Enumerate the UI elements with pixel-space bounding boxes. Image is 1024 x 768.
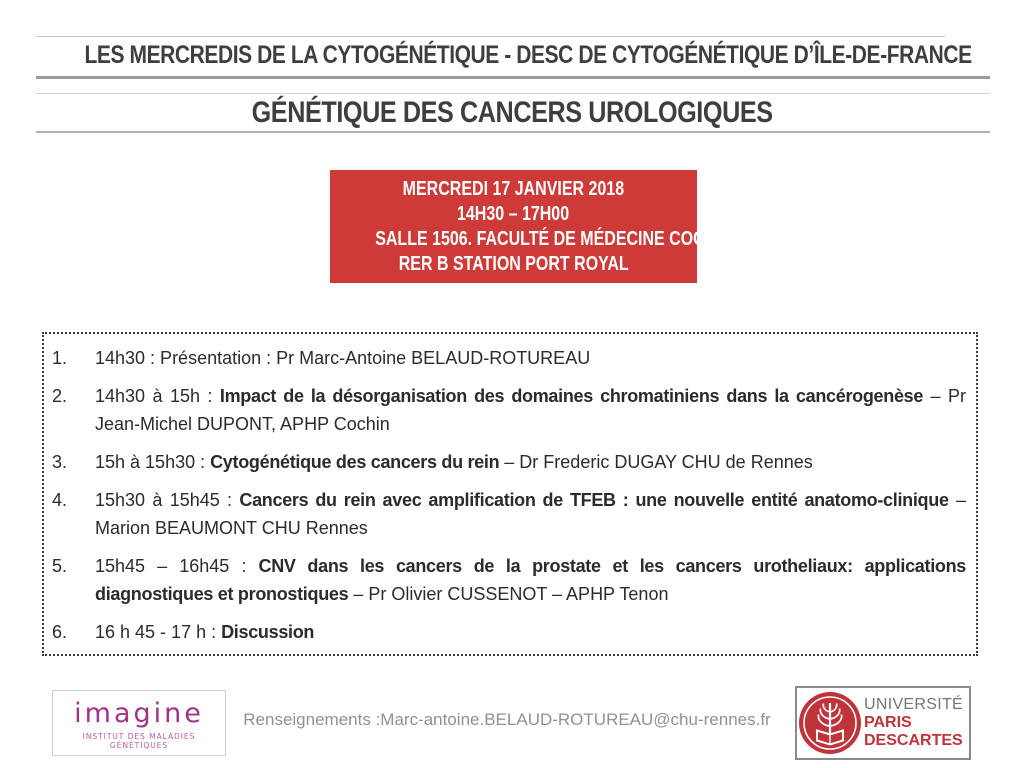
event-date: MERCREDI 17 JANVIER 2018 — [402, 178, 625, 200]
universite-label: UNIVERSITÉ — [864, 696, 964, 713]
event-transit: RER B STATION PORT ROYAL — [398, 253, 629, 275]
page-title — [0, 96, 1024, 130]
header-top-rule — [36, 36, 945, 37]
header-banner-text: LES MERCREDIS DE LA CYTOGÉNÉTIQUE - DESC DE CYTOGÉNÉTIQUE D’ÎLE-DE-FRANCE — [84, 41, 972, 69]
header-banner — [0, 41, 1024, 70]
program-item-text: 14h30 : Présentation : Pr Marc-Antoine BELAUD-ROTUREAU — [95, 348, 591, 368]
program-item — [52, 486, 966, 542]
program-item — [52, 618, 966, 646]
program-item-text: 15h30 à 15h45 : Cancers du rein avec amplification de TFEB : une nouvelle entité anatomo-clinique – Marion BEAUMONT CHU Rennes — [95, 490, 966, 538]
program-list — [42, 332, 978, 656]
program-item-number: 5. — [52, 556, 68, 576]
program-item-text: 16 h 45 - 17 h : Discussion — [95, 622, 315, 642]
tree-book-seal-icon — [798, 691, 862, 755]
program-item-number: 6. — [52, 622, 68, 642]
imagine-logo-word: imagine — [74, 698, 204, 729]
event-location: SALLE 1506. FACULTÉ DE MÉDECINE COCHIN. — [375, 228, 737, 250]
title-bottom-rule — [36, 131, 990, 133]
event-time: 14H30 – 17H00 — [457, 203, 570, 225]
program-item-text: 15h45 – 16h45 : CNV dans les cancers de la prostate et les cancers urotheliaux: applications diagnostiques et pronostiques – Pr Olivier CUSSENOT – APHP Tenon — [95, 556, 967, 604]
program-item-number: 2. — [52, 386, 68, 406]
contact-email-text: Renseignements :Marc-antoine.BELAUD-ROTUREAU@chu-rennes.fr — [243, 710, 771, 729]
program-item — [52, 344, 966, 372]
program-item-number: 1. — [52, 348, 68, 368]
program-item — [52, 382, 966, 438]
paris-label: PARIS — [864, 714, 912, 731]
program-item-text: 14h30 à 15h : Impact de la désorganisation des domaines chromatiniens dans la cancérogenèse – Pr Jean-Michel DUPONT, APHP Cochin — [95, 386, 967, 434]
header-bottom-rule — [36, 76, 990, 79]
descartes-label: DESCARTES — [864, 732, 963, 749]
program-item-text: 15h à 15h30 : Cytogénétique des cancers du rein – Dr Frederic DUGAY CHU de Rennes — [95, 452, 813, 472]
program-item-number: 3. — [52, 452, 68, 472]
program-item — [52, 448, 966, 476]
imagine-logo-subtitle: INSTITUT DES MALADIES GÉNÉTIQUES — [82, 732, 196, 750]
title-top-rule — [36, 93, 990, 94]
program-item — [52, 552, 966, 608]
paris-descartes-logo — [795, 686, 971, 760]
page-title-text: GÉNÉTIQUE DES CANCERS UROLOGIQUES — [251, 96, 773, 129]
imagine-logo — [52, 690, 226, 756]
paris-descartes-logo-text — [864, 696, 963, 750]
event-info-box — [330, 170, 737, 283]
program-item-number: 4. — [52, 490, 68, 510]
